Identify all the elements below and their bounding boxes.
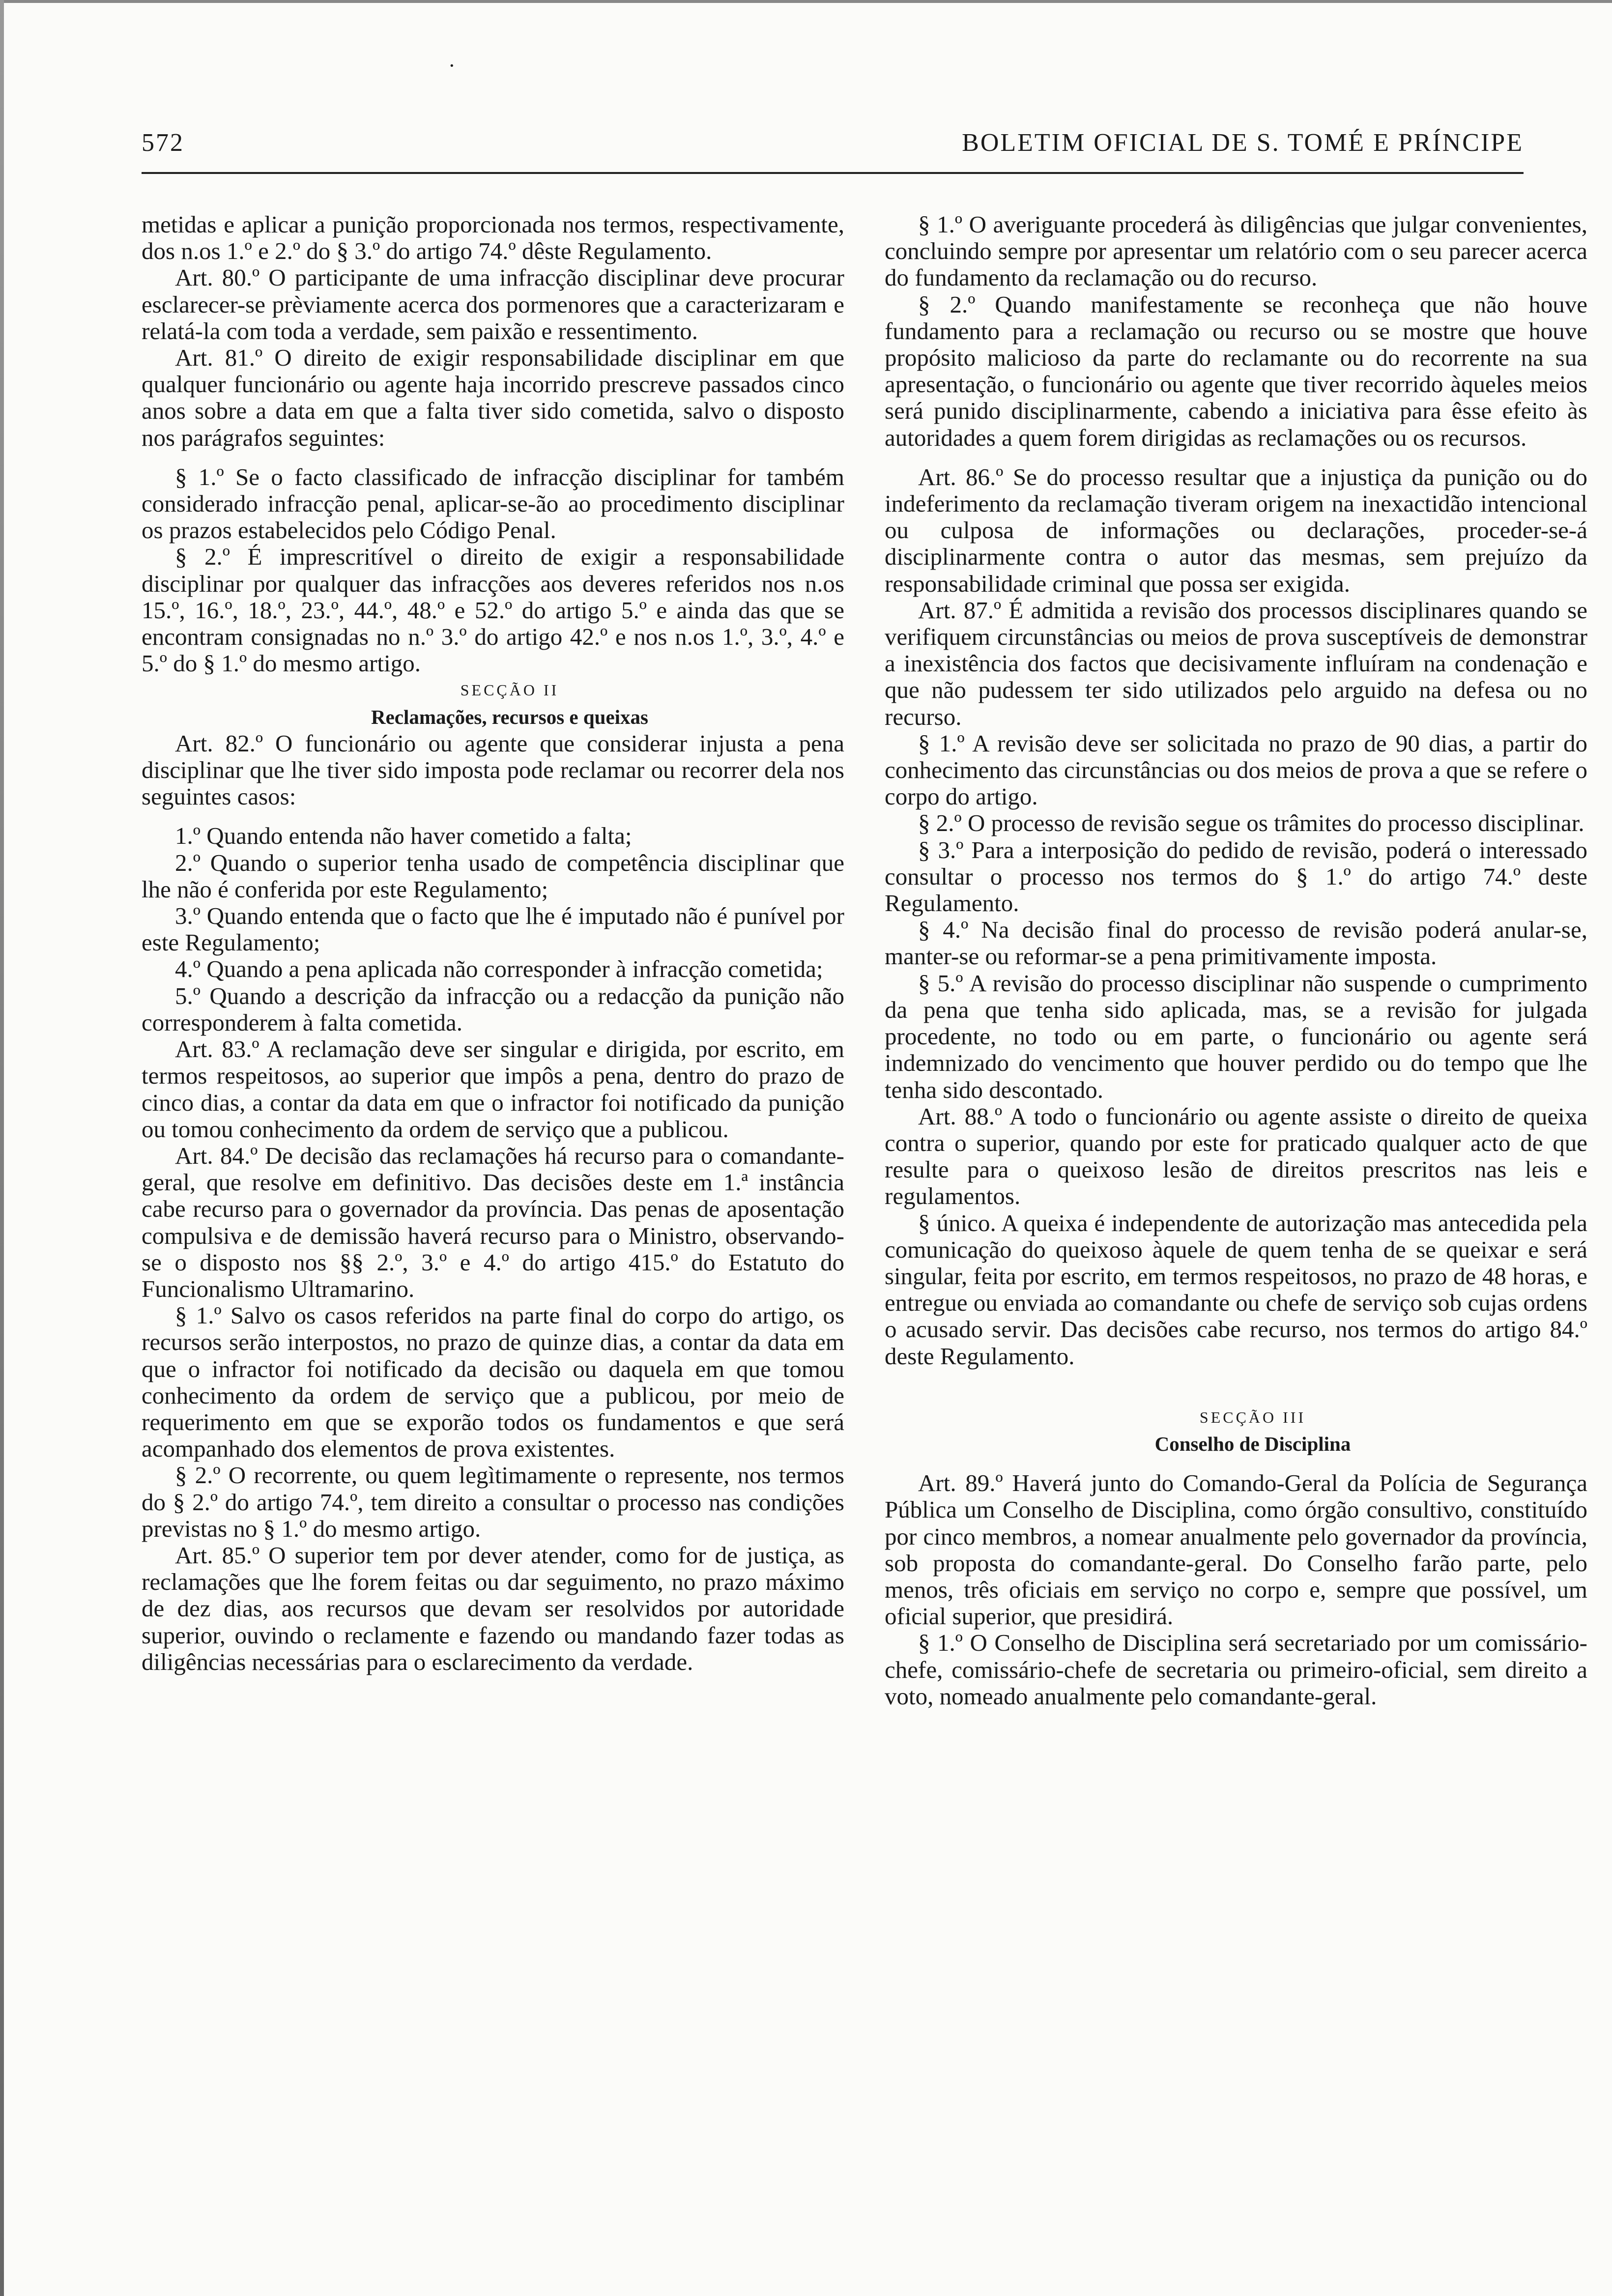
paragraph: § 2.º Quando manifestamente se reconheça que não houve fundamento para a reclamação ou recurso ou se mostre que houve propósito malicioso da parte do reclamante ou do recorrente na sua apresentação, o funcionário ou agente que tiver recorrido àqueles meios será punido disciplinarmente, cabendo a iniciativa para êsse efeito às autoridades a quem forem dirigidas as reclamações ou os recursos. [885, 290, 1587, 451]
list-item: 3.º Quando entenda que o facto que lhe é imputado não é punível por este Regulamento; [142, 902, 844, 956]
paragraph: § 1.º Salvo os casos referidos na parte final do corpo do artigo, os recursos serão interpostos, no prazo de quinze dias, a contar da data em que o infractor foi notificado da decisão ou daquela em que tomou conhecimento da ordem de serviço que a publicou, por meio de requerimento em que se exporão todos os fundamentos e que será acompanhado dos elementos de prova existentes. [142, 1302, 844, 1463]
paragraph: § 2.º O processo de revisão segue os trâmites do processo disciplinar. [918, 809, 1584, 837]
spacer [885, 1370, 1587, 1404]
article-88: Art. 88.º A todo o funcionário ou agente assiste o direito de queixa contra o superior, quando por este for praticado qualquer acto de que resulte para o queixoso lesão de direitos prescritos nas leis e regulamentos. [885, 1102, 1587, 1210]
scan-edge-top [0, 0, 1612, 3]
scan-edge-left [0, 0, 4, 2296]
article-87: Art. 87.º É admitida a revisão dos processos disciplinares quando se verifiquem circunstâncias ou meios de prova susceptíveis de demonstrar a inexistência dos factos que decisivamente influíram na condenação e que não pudessem ter sido utilizados pelo arguido na defesa ou no recurso. [885, 596, 1587, 730]
list-item: 4.º Quando a pena aplicada não corresponder à infracção cometida; [175, 955, 823, 983]
right-column [885, 211, 1587, 1710]
publication-title: BOLETIM OFICIAL DE S. TOMÉ E PRÍNCIPE [962, 129, 1524, 157]
article-89: Art. 89.º Haverá junto do Comando-Geral da Polícia de Segurança Pública um Conselho de Disciplina, como órgão consultivo, constituído por cinco membros, a nomear anualmente pelo governador da província, sob proposta do comandante-geral. Do Conselho farão parte, pelo menos, três oficiais em serviço no corpo e, sempre que possível, um oficial superior, que presidirá. [885, 1469, 1587, 1630]
paragraph: § 4.º Na decisão final do processo de revisão poderá anular-se, manter-se ou reformar-se a pena primitivamente imposta. [885, 916, 1587, 970]
article-86: Art. 86.º Se do processo resultar que a injustiça da punição ou do indeferimento da reclamação tiveram origem na inexactidão intencional ou culposa de informações ou declarações, proceder-se-á disciplinarmente contra o autor das mesmas, sem prejuízo da responsabilidade criminal que possa ser exigida. [885, 463, 1587, 597]
header-rule [142, 172, 1524, 174]
paragraph: § único. A queixa é independente de autorização mas antecedida pela comunicação do queixoso àquele de quem tenha de se queixar e será singular, feita por escrito, em termos respeitosos, no prazo de 48 horas, e entregue ou enviada ao comandante ou chefe de serviço sob cujas ordens o acusado servir. Das decisões cabe recurso, nos termos do artigo 84.º deste Regulamento. [885, 1209, 1587, 1370]
article-83: Art. 83.º A reclamação deve ser singular e dirigida, por escrito, em termos respeitosos, ao superior que impôs a pena, dentro do prazo de cinco dias, a contar da data em que o infractor foi notificado da punição ou tomou conhecimento da ordem de serviço que a publicou. [142, 1035, 844, 1143]
paragraph: § 3.º Para a interposição do pedido de revisão, poderá o interessado consultar o processo nos termos do § 1.º do artigo 74.º deste Regulamento. [885, 836, 1587, 917]
spacer [885, 1457, 1587, 1470]
list-item: 2.º Quando o superior tenha usado de competência disciplinar que lhe não é conferida por este Regulamento; [142, 849, 844, 903]
article-82: Art. 82.º O funcionário ou agente que considerar injusta a pena disciplinar que lhe tiver sido imposta pode reclamar ou recorrer dela nos seguintes casos: [142, 729, 844, 810]
article-81: Art. 81.º O direito de exigir responsabilidade disciplinar em que qualquer funcionário ou agente haja incorrido prescreve passados cinco anos sobre a data em que a falta tiver sido cometida, salvo o disposto nos parágrafos seguintes: [142, 344, 844, 451]
paragraph: § 1.º A revisão deve ser solicitada no prazo de 90 dias, a partir do conhecimento das circunstâncias ou dos meios de prova a que se refere o corpo do artigo. [885, 729, 1587, 810]
left-column [142, 211, 844, 1675]
paragraph: § 2.º É imprescritível o direito de exigir a responsabilidade disciplinar por qualquer das infracções aos deveres referidos nos n.os 15.º, 16.º, 18.º, 23.º, 44.º, 48.º e 52.º do artigo 5.º e ainda das que se encontram consignadas no n.º 3.º do artigo 42.º e nos n.os 1.º, 3.º, 4.º e 5.º do § 1.º do mesmo artigo. [142, 543, 844, 677]
list-item: 1.º Quando entenda não haver cometido a falta; [175, 822, 632, 850]
paragraph: § 5.º A revisão do processo disciplinar não suspende o cumprimento da pena que tenha sido aplicada, mas, se a revisão for julgada procedente, no todo ou em parte, o funcionário ou agente será indemnizado do vencimento que houver perdido ou do tempo que lhe tenha sido descontado. [885, 969, 1587, 1103]
section-heading: Conselho de Disciplina [1154, 1432, 1351, 1455]
article-84: Art. 84.º De decisão das reclamações há recurso para o comandante-geral, que resolve em definitivo. Das decisões deste em 1.ª instância cabe recurso para o governador da província. Das penas de aposentação compulsiva e de demissão haverá recurso para o Ministro, observando-se o disposto nos §§ 2.º, 3.º e 4.º do artigo 415.º do Estatuto do Funcionalismo Ultramarino. [142, 1142, 844, 1302]
article-85: Art. 85.º O superior tem por dever atender, como for de justiça, as reclamações que lhe forem feitas ou dar seguimento, no prazo máximo de dez dias, aos recursos que devam ser resolvidos por autoridade superior, ouvindo o reclamente e fazendo ou mandando fazer todas as diligências necessárias para o esclarecimento da verdade. [142, 1541, 844, 1675]
paragraph: § 2.º O recorrente, ou quem legìtimamente o represente, nos termos do § 2.º do artigo 74.º, tem direito a consultar o processo nas condições previstas no § 1.º do mesmo artigo. [142, 1462, 844, 1542]
section-label: SECÇÃO II [460, 681, 559, 699]
page-number: 572 [142, 129, 184, 157]
paragraph: § 1.º O Conselho de Disciplina será secretariado por um comissário-chefe, comissário-chefe de secretaria ou primeiro-oficial, sem direito a voto, nomeado anualmente pelo comandante-geral. [885, 1629, 1587, 1710]
spacer [142, 451, 844, 464]
list-item: 5.º Quando a descrição da infracção ou a redacção da punição não corresponderem à falta cometida. [142, 982, 844, 1036]
page-header [142, 118, 1524, 157]
spacer [142, 810, 844, 823]
section-label: SECÇÃO III [1199, 1408, 1306, 1426]
spacer [885, 451, 1587, 464]
scan-speck: · [448, 54, 456, 78]
paragraph: metidas e aplicar a punição proporcionada nos termos, respectivamente, dos n.os 1.º e 2.º do § 3.º do artigo 74.º dêste Regulamento. [142, 211, 844, 265]
paragraph: § 1.º O averiguante procederá às diligências que julgar convenientes, concluindo sempre por apresentar um relatório com o seu parecer acerca do fundamento da reclamação ou do recurso. [885, 211, 1587, 291]
section-heading: Reclamações, recursos e queixas [371, 705, 648, 728]
paragraph: § 1.º Se o facto classificado de infracção disciplinar for também considerado infracção penal, aplicar-se-ão ao procedimento disciplinar os prazos estabelecidos pelo Código Penal. [142, 463, 844, 544]
article-80: Art. 80.º O participante de uma infracção disciplinar deve procurar esclarecer-se prèviamente acerca dos pormenores que a caracterizaram e relatá-la com toda a verdade, sem paixão e ressentimento. [142, 264, 844, 344]
